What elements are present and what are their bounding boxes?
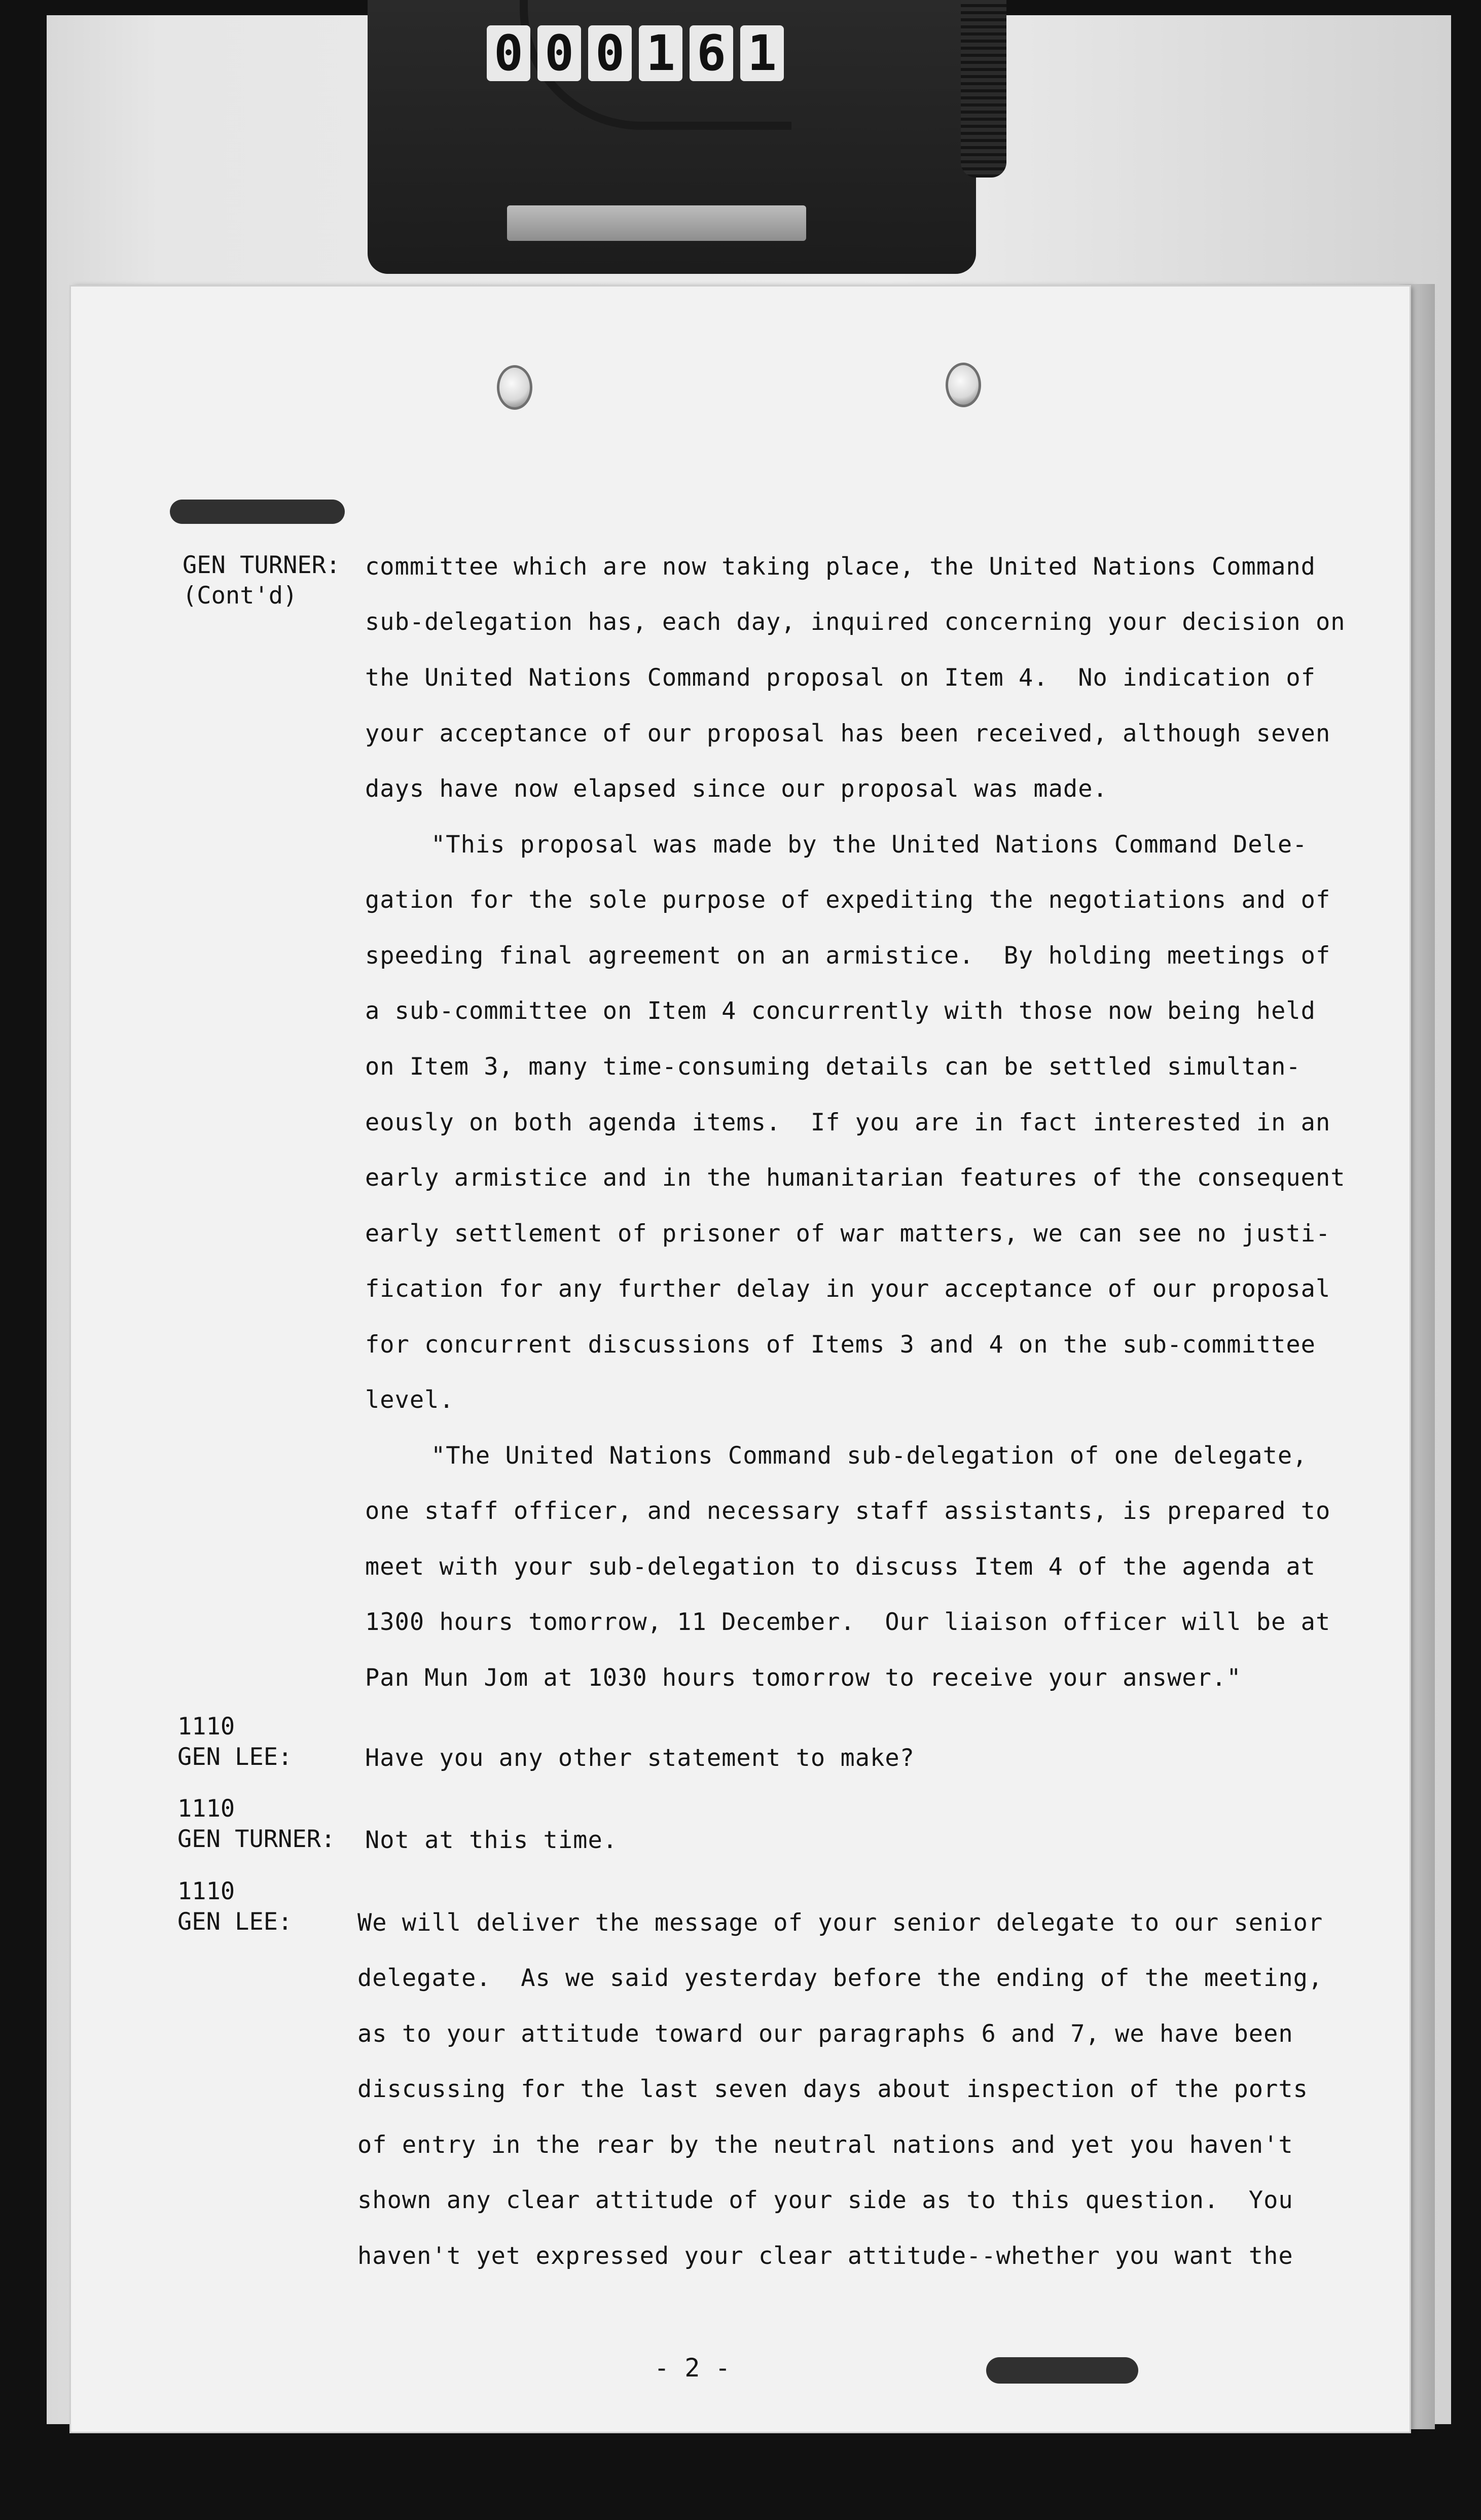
speaker-name: GEN TURNER: bbox=[183, 551, 341, 579]
text-line: discussing for the last seven days about inspection of the ports bbox=[357, 2075, 1308, 2103]
speaker-name: GEN LEE: bbox=[177, 1908, 293, 1936]
text-line: the United Nations Command proposal on Item 4. No indication of bbox=[365, 664, 1316, 692]
text-line: one staff officer, and necessary staff assistants, is prepared to bbox=[365, 1497, 1331, 1525]
speaker-label bbox=[183, 550, 340, 611]
text-line: gation for the sole purpose of expediting the negotiations and of bbox=[365, 886, 1331, 914]
punch-hole bbox=[946, 363, 981, 407]
speaker-label bbox=[177, 1876, 292, 1937]
text-line: level. bbox=[365, 1386, 454, 1414]
counter-digit: 1 bbox=[639, 25, 682, 81]
text-line: your acceptance of our proposal has been received, although seven bbox=[365, 720, 1331, 748]
text-line: early settlement of prisoner of war matters, we can see no justi- bbox=[365, 1220, 1331, 1248]
text-line: sub-delegation has, each day, inquired concerning your decision on bbox=[365, 608, 1346, 636]
counter-digit: 0 bbox=[588, 25, 632, 81]
text-line: fication for any further delay in your acceptance of our proposal bbox=[365, 1275, 1331, 1303]
speaker-label bbox=[177, 1794, 335, 1855]
counter-digit: 0 bbox=[487, 25, 530, 81]
text-line: Have you any other statement to make? bbox=[365, 1744, 915, 1772]
speaker-name: GEN TURNER: bbox=[177, 1825, 336, 1853]
text-line: as to your attitude toward our paragraphs 6 and 7, we have been bbox=[357, 2020, 1293, 2048]
text-line: a sub-committee on Item 4 concurrently with those now being held bbox=[365, 997, 1316, 1025]
counter-digit: 6 bbox=[690, 25, 733, 81]
text-line: Not at this time. bbox=[365, 1826, 618, 1854]
text-line: speeding final agreement on an armistice. By holding meetings of bbox=[365, 942, 1331, 970]
text-line: delegate. As we said yesterday before the ending of the meeting, bbox=[357, 1964, 1323, 1992]
text-line: days have now elapsed since our proposal was made. bbox=[365, 775, 1108, 803]
text-line: 1300 hours tomorrow, 11 December. Our liaison officer will be at bbox=[365, 1608, 1331, 1636]
speaker-note: (Cont'd) bbox=[183, 582, 298, 610]
text-line: committee which are now taking place, the United Nations Command bbox=[365, 553, 1316, 581]
timestamp: 1110 bbox=[177, 1795, 235, 1823]
counter-plate bbox=[507, 205, 806, 241]
redaction-mark bbox=[170, 500, 345, 524]
page-number: - 2 - bbox=[654, 2353, 731, 2383]
timestamp: 1110 bbox=[177, 1877, 235, 1905]
speaker-label bbox=[177, 1712, 292, 1772]
text-line: "This proposal was made by the United Nations Command Dele- bbox=[431, 831, 1308, 859]
speaker-name: GEN LEE: bbox=[177, 1743, 293, 1771]
text-line: for concurrent discussions of Items 3 and 4 on the sub-committee bbox=[365, 1331, 1316, 1359]
redaction-mark bbox=[986, 2357, 1138, 2384]
text-line: on Item 3, many time-consuming details can be settled simultan- bbox=[365, 1053, 1301, 1081]
text-line: early armistice and in the humanitarian features of the consequent bbox=[365, 1164, 1346, 1192]
text-line: meet with your sub-delegation to discuss Item 4 of the agenda at bbox=[365, 1553, 1316, 1581]
text-line: We will deliver the message of your senior delegate to our senior bbox=[357, 1909, 1323, 1937]
text-line: haven't yet expressed your clear attitude--whether you want the bbox=[357, 2242, 1293, 2270]
text-line: shown any clear attitude of your side as to this question. You bbox=[357, 2186, 1293, 2214]
text-line: Pan Mun Jom at 1030 hours tomorrow to receive your answer." bbox=[365, 1664, 1242, 1692]
punch-hole bbox=[497, 365, 532, 410]
text-line: eously on both agenda items. If you are in fact interested in an bbox=[365, 1109, 1331, 1137]
text-line: "The United Nations Command sub-delegation of one delegate, bbox=[431, 1442, 1308, 1470]
timestamp: 1110 bbox=[177, 1713, 235, 1741]
frame-counter bbox=[487, 25, 784, 81]
counter-digit: 1 bbox=[740, 25, 784, 81]
text-line: of entry in the rear by the neutral nations and yet you haven't bbox=[357, 2131, 1293, 2159]
counter-digit: 0 bbox=[537, 25, 581, 81]
counter-knob bbox=[961, 0, 1006, 178]
